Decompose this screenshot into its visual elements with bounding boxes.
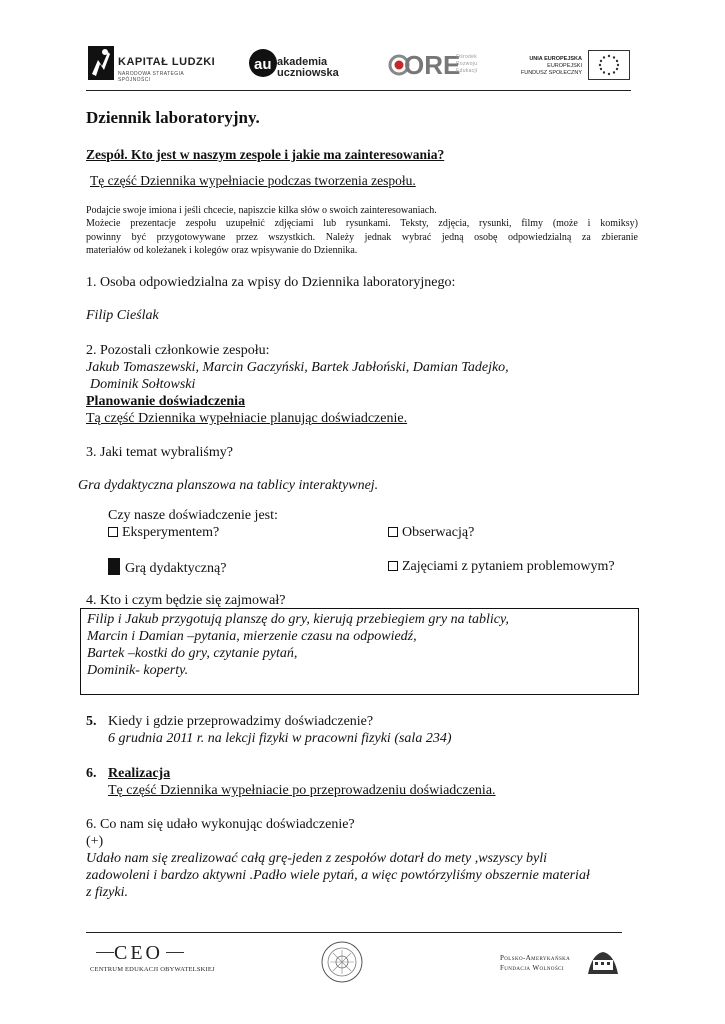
pafw-line1: Polsko-Amerykańska	[500, 954, 571, 962]
q4-answer-line: Bartek –kostki do gry, czytanie pytań,	[87, 646, 298, 661]
logo-kapital-ludzki	[88, 44, 218, 84]
q5-number: 5.	[86, 714, 97, 729]
q4-answer-line: Marcin i Damian –pytania, mierzenie czasu na odpowiedź,	[87, 629, 417, 644]
game-checkbox-checked[interactable]	[108, 558, 120, 575]
q6-label: 6. Co nam się udało wykonując doświadczenie?	[86, 817, 355, 832]
option-game[interactable]	[108, 558, 226, 577]
q4-answer-box	[80, 608, 639, 695]
logo-ceo	[86, 942, 216, 982]
team-note: Tę część Dziennika wypełniacie podczas tworzenia zespołu.	[90, 173, 416, 188]
akademia-line1: akademia	[277, 56, 328, 68]
instruction-line: materiałów od koleżanek i kolegów oraz wpisywanie do Dziennika.	[86, 244, 358, 256]
q1-answer: Filip Cieślak	[86, 308, 159, 323]
akademia-au-icon	[248, 48, 278, 78]
realizacja-number: 6.	[86, 766, 97, 781]
type-question: Czy nasze doświadczenie jest:	[108, 508, 278, 523]
planning-heading: Planowanie doświadczenia	[86, 394, 246, 409]
pafw-line2: Fundacja Wolności	[500, 964, 564, 972]
q2-answer-line1: Jakub Tomaszewski, Marcin Gaczyński, Bartek Jabłoński, Damian Tadejko,	[86, 360, 509, 375]
ore-line2: Rozwoju	[456, 61, 478, 67]
realizacja-note: Tę część Dziennika wypełniacie po przeprowadzeniu doświadczenia.	[108, 783, 496, 798]
ore-mark: ORE	[404, 50, 461, 80]
q5-answer: 6 grudnia 2011 r. na lekcji fizyki w pracowni fizyki (sala 234)	[108, 731, 452, 746]
q2-label: 2. Pozostali członkowie zespołu:	[86, 343, 270, 358]
ore-line1: Ośrodek	[456, 54, 477, 60]
akademia-line2: uczniowska	[277, 67, 339, 79]
svg-text:au: au	[254, 56, 272, 73]
seal-emblem-icon	[320, 940, 364, 984]
ceo-mark: CEO	[114, 942, 163, 964]
ue-line2: EUROPEJSKI	[547, 63, 582, 69]
ue-line3: FUNDUSZ SPOŁECZNY	[520, 70, 582, 76]
q3-answer: Gra dydaktyczna planszowa na tablicy interaktywnej.	[78, 478, 379, 493]
ue-line1: UNIA EUROPEJSKA	[529, 56, 582, 62]
option-observation[interactable]	[388, 524, 474, 541]
kapital-ludzki-title: KAPITAŁ LUDZKI	[118, 56, 216, 68]
eu-flag-icon	[588, 50, 630, 80]
instruction-line: Podajcie swoje imiona i jeśli chcecie, napiszcie kilka słów o swoich zainteresowaniach.	[86, 205, 437, 216]
q4-answer-line: Dominik- koperty.	[87, 663, 189, 678]
instructions-block	[86, 204, 638, 257]
header-divider	[86, 90, 631, 91]
q2-answer-line2: Dominik Sołtowski	[90, 377, 196, 392]
problem-checkbox[interactable]	[388, 561, 398, 571]
logo-unia-europejska	[518, 50, 630, 82]
q6-answer-line: Udało nam się zrealizować całą grę-jeden z zespołów dotarł do mety ,wszyscy byli	[86, 851, 548, 866]
option-observation-label: Obserwacją?	[402, 525, 475, 540]
experiment-checkbox[interactable]	[108, 527, 118, 537]
logo-akademia-uczniowska	[248, 48, 338, 84]
planning-note: Tą część Dziennika wypełniacie planując doświadczenie.	[86, 411, 408, 426]
option-game-label: Grą dydaktyczną?	[125, 561, 227, 576]
footer-divider	[86, 932, 622, 933]
logo-ore	[388, 50, 488, 82]
q3-label: 3. Jaki temat wybraliśmy?	[86, 445, 233, 460]
q5-label: Kiedy i gdzie przeprowadzimy doświadczenie?	[108, 714, 374, 729]
kapital-ludzki-subtitle: NARODOWA STRATEGIA SPÓJNOŚCI	[118, 71, 184, 83]
page-title: Dziennik laboratoryjny.	[86, 108, 260, 127]
q6-answer-line: z fizyki.	[86, 885, 128, 900]
instruction-line: Możecie prezentacje zespołu uzupełnić zdjęciami lub rysunkami. Teksty, zdjęcia, rysunki, filmy (może i komiksy)	[86, 218, 638, 230]
option-experiment[interactable]	[108, 524, 219, 541]
realizacja-heading: Realizacja	[108, 766, 171, 781]
option-problem[interactable]	[388, 558, 615, 575]
option-experiment-label: Eksperymentem?	[122, 525, 220, 540]
q6-answer	[86, 850, 646, 901]
ore-line3: Edukacji	[456, 68, 478, 74]
logo-pafw	[500, 950, 635, 986]
option-problem-label: Zajęciami z pytaniem problemowym?	[402, 559, 615, 574]
q4-answer-line: Filip i Jakub przygotują planszę do gry, kierują przebiegiem gry na tablicy,	[87, 612, 509, 627]
ceo-name: CENTRUM EDUKACJI OBYWATELSKIEJ	[90, 966, 215, 973]
q6-answer-line: zadowoleni i bardzo aktywni .Padło wiele pytań, a więc powtórzyliśmy obszernie materiał	[86, 868, 590, 883]
observation-checkbox[interactable]	[388, 527, 398, 537]
pafw-emblem-icon	[586, 948, 620, 978]
q1-label: 1. Osoba odpowiedzialna za wpisy do Dziennika laboratoryjnego:	[86, 275, 456, 290]
q6-plus: (+)	[86, 834, 104, 849]
kapital-ludzki-emblem-icon	[88, 46, 114, 80]
instruction-line: powinny być przygotowywane przez wszystkich. Należy jednak wybrać jedną osobę odpowiedzialną za zbieranie	[86, 231, 638, 243]
q4-label: 4. Kto i czym będzie się zajmował?	[86, 593, 286, 608]
team-heading: Zespół. Kto jest w naszym zespole i jakie ma zainteresowania?	[86, 147, 445, 162]
